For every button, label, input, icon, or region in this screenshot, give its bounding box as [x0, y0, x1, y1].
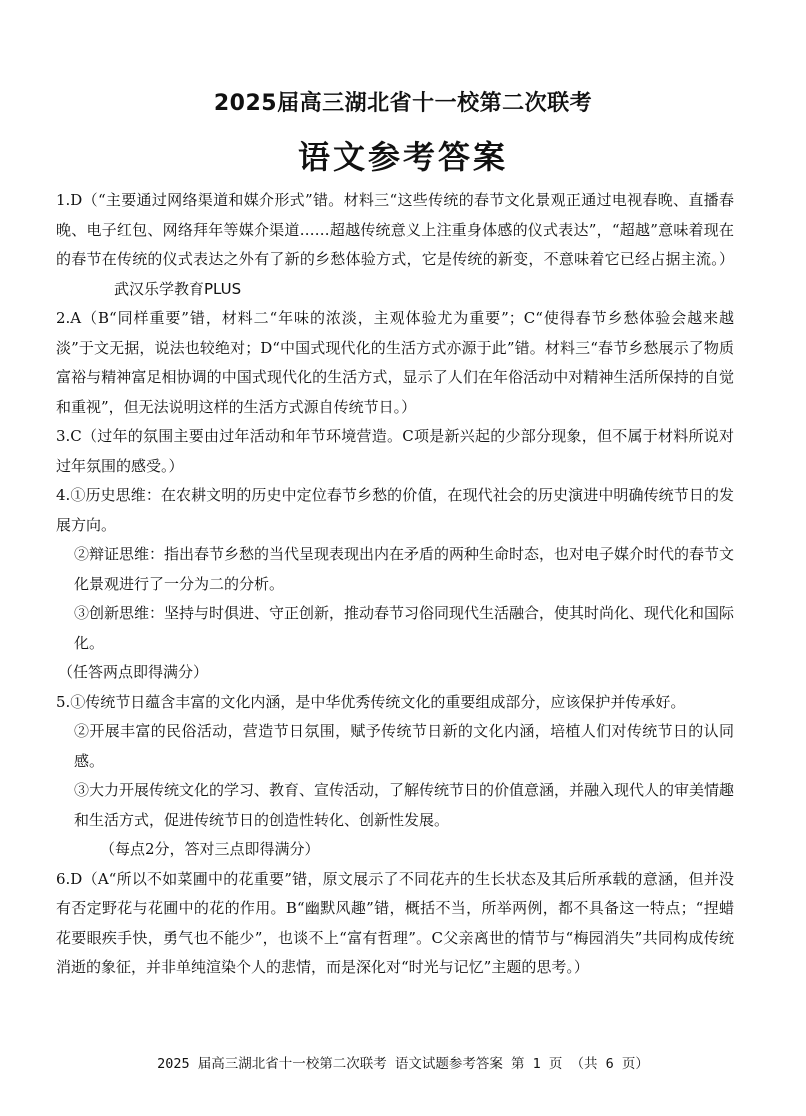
answer-q5-point3: ③大力开展传统文化的学习、教育、宣传活动，了解传统节日的价值意涵，并融入现代人的审美情趣和生活方式，促进传统节日的创造性转化、创新性发展。	[74, 781, 735, 829]
answer-q4-note: （任答两点即得满分）	[58, 663, 209, 681]
answer-q3: 3.C（过年的氛围主要由过年活动和年节环境营造。C项是新兴起的少部分现象，但不属于材料所说对过年氛围的感受。）	[56, 427, 734, 475]
answer-q4-point3: ③创新思维：坚持与时俱进、守正创新，推动春节习俗同现代生活融合，使其时尚化、现代化和国际化。	[74, 604, 735, 652]
answer-content	[56, 186, 734, 983]
page-footer: 2025 届高三湖北省十一校第二次联考 语文试题参考答案 第 1 页 （共 6 页）	[157, 1056, 649, 1072]
answer-q5-point1: 5.①传统节日蕴含丰富的文化内涵，是中华优秀传统文化的重要组成部分，应该保护并传承好。	[56, 692, 686, 711]
answer-q6: 6.D（A“所以不如菜圃中的花重要”错，原文展示了不同花卉的生长状态及其后所承载的意涵，但并没有否定野花与花圃中的花的作用。B“幽默风趣”错，概括不当，所举两例，都不具备这一特点；“捏蜡花要眼疾手快，勇气也不能少”，也谈不上“富有哲理”。C父亲离世的情节与“梅园消失”共同构成传统消逝的象征，并非单纯渲染个人的悲情，而是深化对“时光与记忆”主题的思考。）	[56, 869, 734, 976]
answer-q5-point2: ②开展丰富的民俗活动，营造节日氛围，赋予传统节日新的文化内涵，培植人们对传统节日的认同感。	[74, 722, 734, 770]
answer-q4-point2: ②辩证思维：指出春节乡愁的当代呈现表现出内在矛盾的两种生命时态，也对电子媒介时代的春节文化景观进行了一分为二的分析。	[74, 545, 735, 593]
watermark-text: 武汉乐学教育PLUS	[114, 279, 242, 298]
answer-q4-point1: 4.①历史思维：在农耕文明的历史中定位春节乡愁的价值，在现代社会的历史演进中明确传统节日的发展方向。	[56, 486, 734, 534]
answer-q2: 2.A（B“同样重要”错，材料二“年味的浓淡，主观体验尤为重要”；C“使得春节乡愁体验会越来越淡”于文无据，说法也较绝对；D“中国式现代化的生活方式亦源于此”错。材料三“春节乡愁展示了物质富裕与精神富足相协调的中国式现代化的生活方式，显示了人们在年俗活动中对精神生活所保持的自觉和重视”，但无法说明这样的生活方式源自传统节日。）	[56, 309, 734, 416]
answer-q5-note: （每点2分，答对三点即得满分）	[100, 840, 320, 858]
document-title: 语文参考答案	[297, 138, 508, 176]
answer-q1-text: 1.D（“主要通过网络渠道和媒介形式”错。材料三“这些传统的春节文化景观正通过电视春晚、直播春晚、电子红包、网络拜年等媒介渠道……超越传统意义上注重身体感的仪式表达”，“超越”意味着现在的春节在传统的仪式表达之外有了新的乡愁体验方式，它是传统的新变，不意味着它已经占据主流。）	[56, 191, 734, 268]
answer-q1	[56, 186, 734, 304]
exam-title: 2025届高三湖北省十一校第二次联考	[213, 91, 593, 116]
